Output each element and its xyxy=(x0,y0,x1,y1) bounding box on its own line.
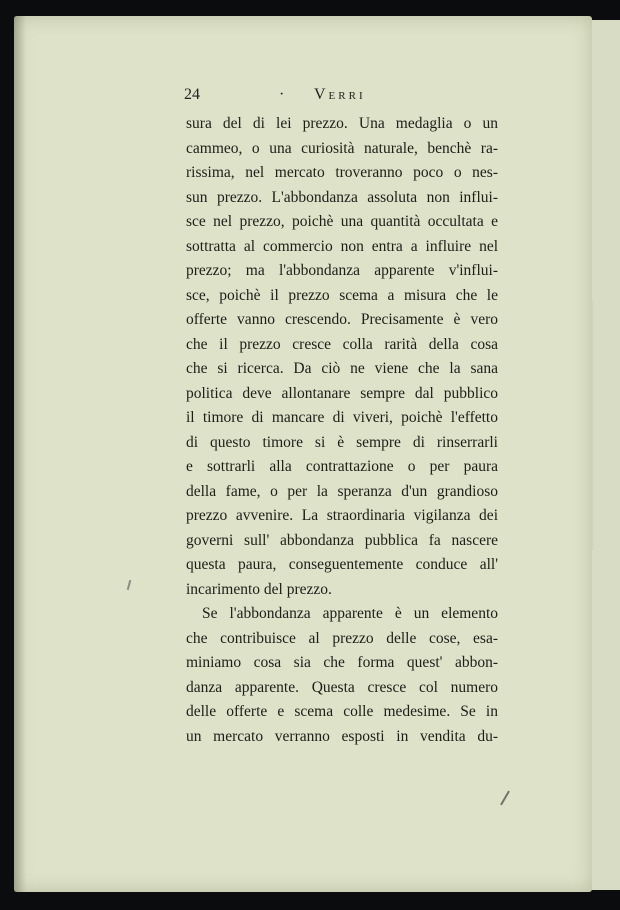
page-number: 24 xyxy=(184,86,200,103)
text-line: questa paura, conseguentemente conduce all' xyxy=(186,556,498,573)
text-line: della fame, o per la speranza d'un grandioso xyxy=(186,482,498,500)
text-line: Se l'abbondanza apparente è un elemento xyxy=(202,605,498,622)
text-line: delle offerte e scema colle medesime. Se in xyxy=(186,703,498,720)
text-line: che il prezzo cresce colla rarità della cosa xyxy=(186,335,498,353)
text-line: sce, poichè il prezzo scema a misura che le xyxy=(186,286,498,304)
text-line: un mercato verranno esposti in vendita du- xyxy=(186,727,498,745)
text-line: e sottrarli alla contrattazione o per paura xyxy=(186,458,498,475)
text-line: sura del di lei prezzo. Una medaglia o un xyxy=(186,115,498,132)
text-line: il timore di mancare di viveri, poichè l'effetto xyxy=(186,409,498,426)
page-header xyxy=(184,86,504,108)
text-line: politica deve allontanare sempre dal pubblico xyxy=(186,384,498,402)
text-line: incarimento del prezzo. xyxy=(186,580,332,598)
text-line: che si ricerca. Da ciò ne viene che la sana xyxy=(186,360,498,377)
text-line: danza apparente. Questa cresce col numero xyxy=(186,678,498,696)
text-line: sun prezzo. L'abbondanza assoluta non influi- xyxy=(186,188,498,206)
text-line: sce nel prezzo, poichè una quantità occultata e xyxy=(186,213,498,230)
text-line: rissima, nel mercato troveranno poco o nes- xyxy=(186,164,498,181)
text-line: prezzo; ma l'abbondanza apparente v'influi- xyxy=(186,262,498,279)
gutter-shadow xyxy=(14,16,26,892)
header-ornament: · xyxy=(279,86,285,103)
running-title: Verri xyxy=(314,86,366,103)
text-line: di questo timore si è sempre di rinserrarli xyxy=(186,433,498,451)
text-line: prezzo avvenire. La straordinaria vigilanza dei xyxy=(186,507,498,524)
body-text xyxy=(186,112,498,749)
text-line: offerte vanno crescendo. Precisamente è vero xyxy=(186,311,498,328)
text-line: miniamo cosa sia che forma quest' abbon- xyxy=(186,654,498,671)
text-line: cammeo, o una curiosità naturale, benchè ra- xyxy=(186,139,498,157)
text-line: sottratta al commercio non entra a influire nel xyxy=(186,237,498,255)
text-line: governi sull' abbondanza pubblica fa nascere xyxy=(186,531,498,549)
text-line: che contribuisce al prezzo delle cose, esa- xyxy=(186,629,498,647)
